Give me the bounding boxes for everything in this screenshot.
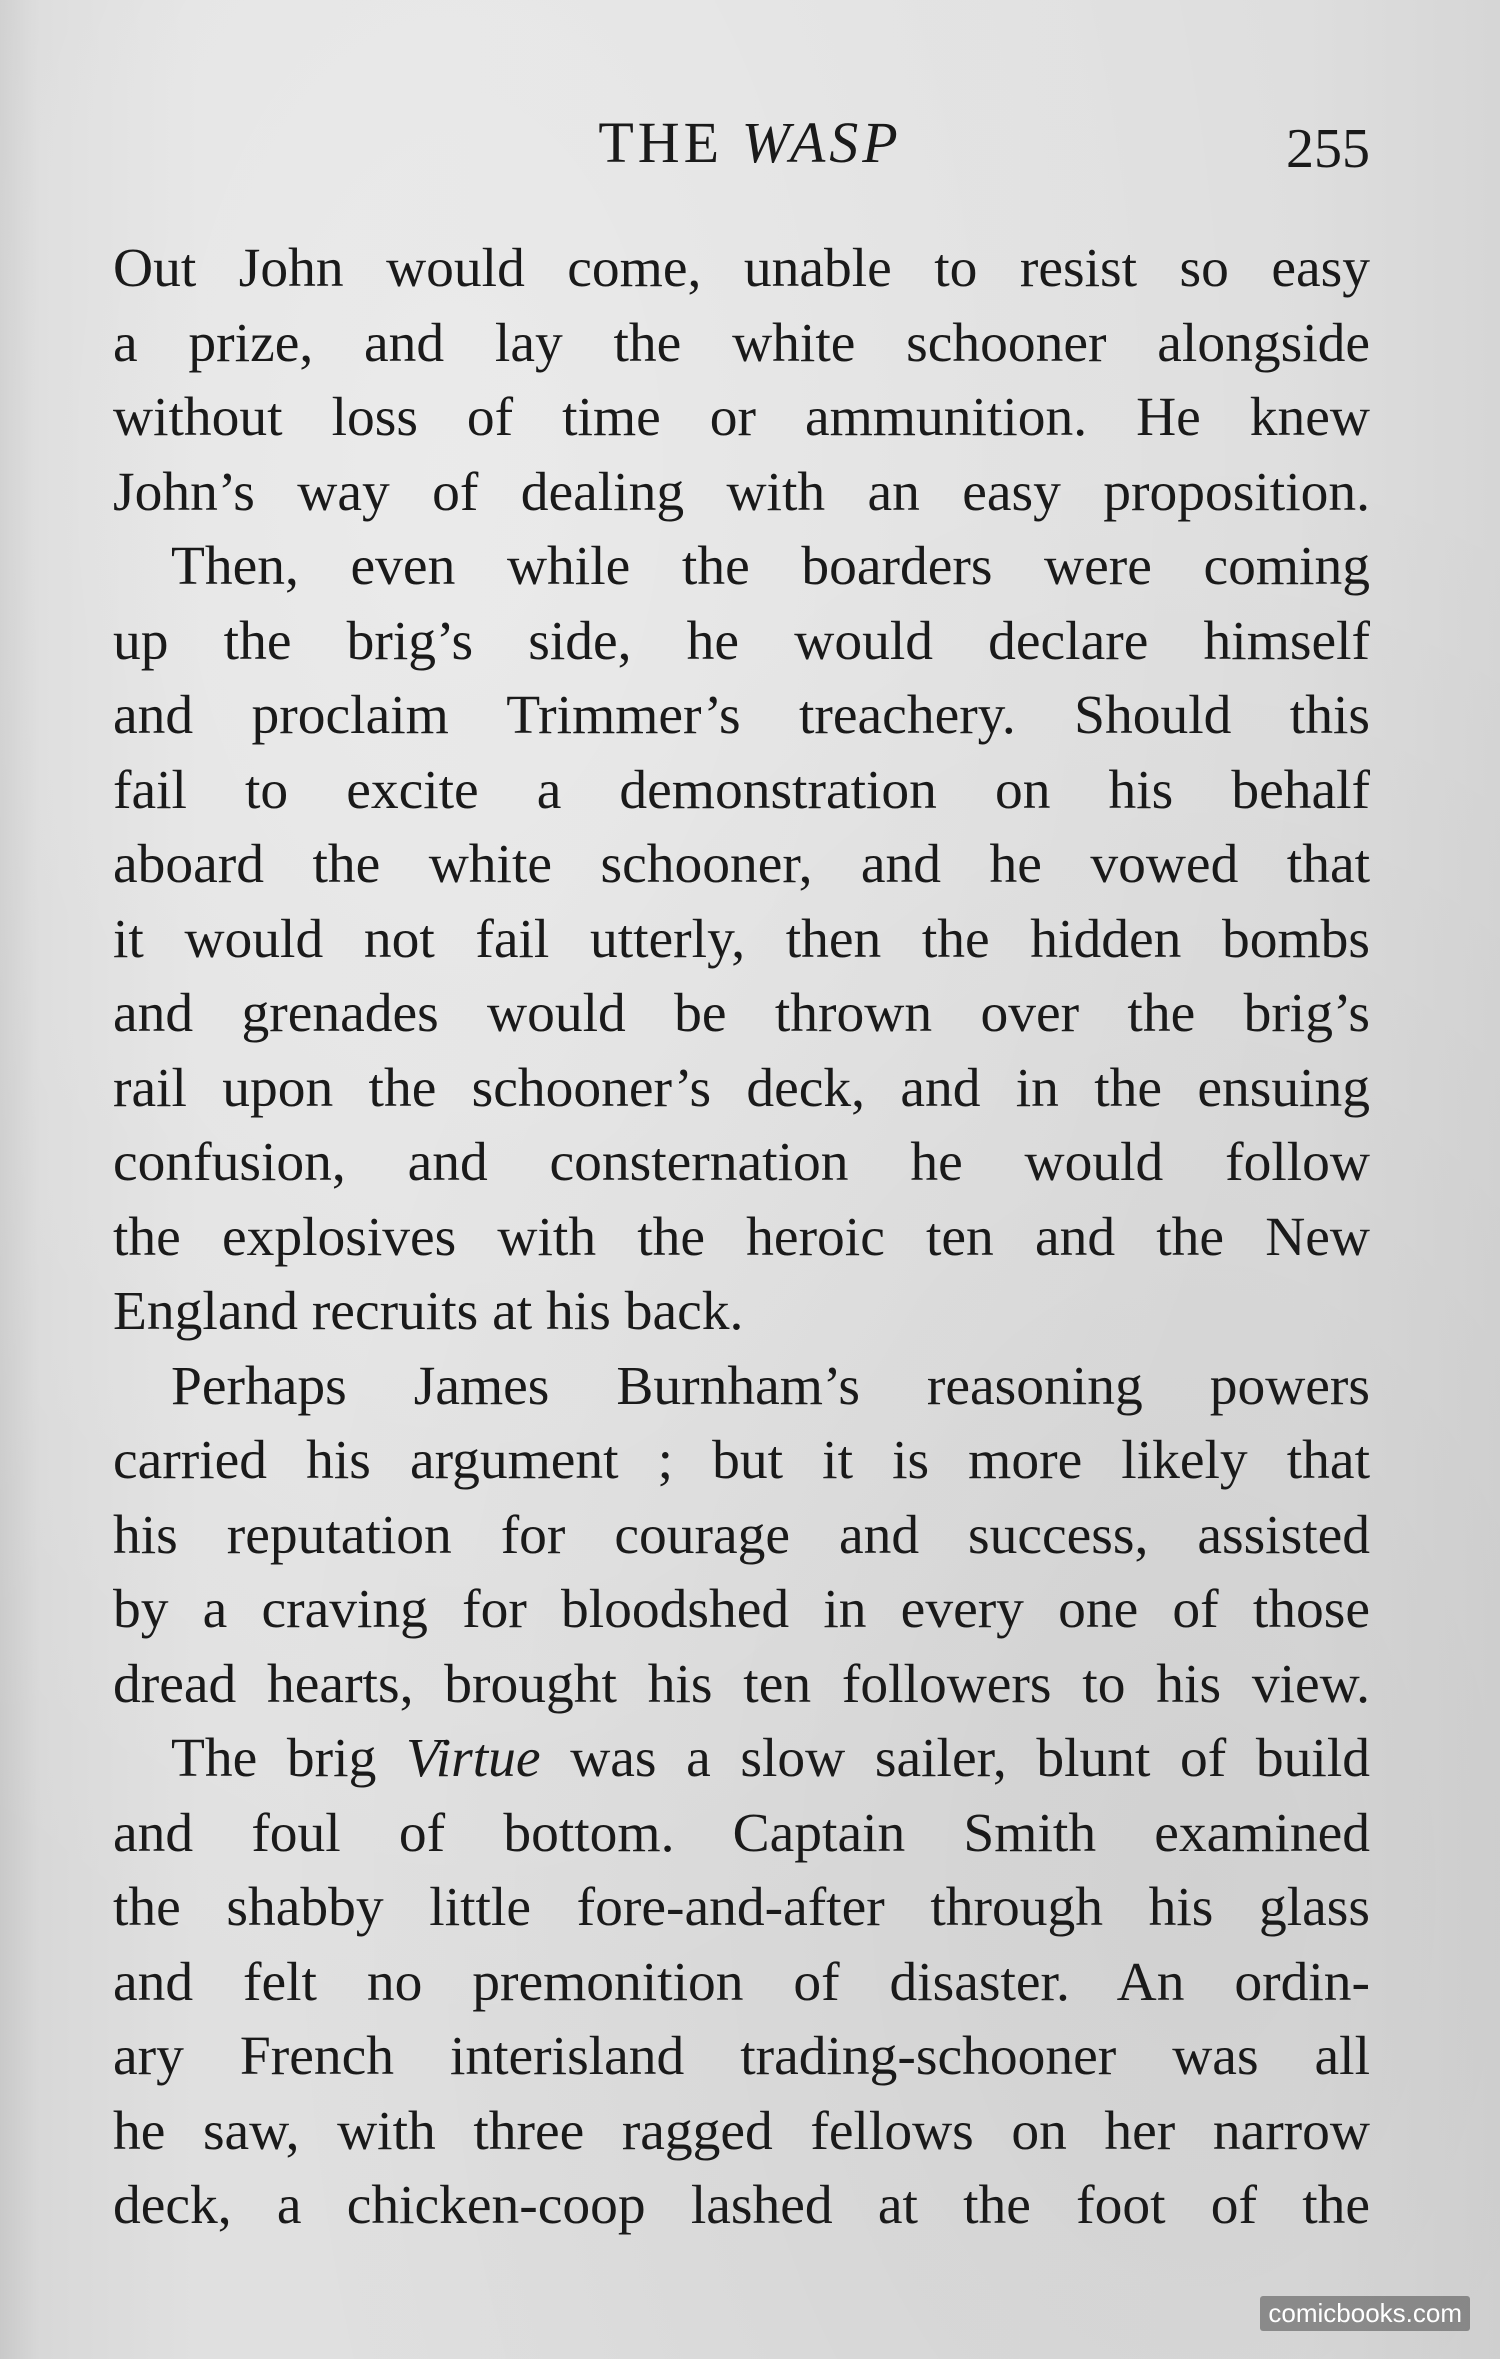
paragraph-4 bbox=[113, 1722, 1370, 2244]
text-fragment: The brig bbox=[171, 1728, 406, 1789]
running-title-prefix: THE bbox=[598, 110, 724, 175]
text-line: and felt no premonition of disaster. An ordin- bbox=[113, 1951, 1370, 2013]
running-title bbox=[0, 108, 1500, 178]
text-line: and foul of bottom. Captain Smith examined bbox=[113, 1802, 1370, 1864]
text-line: without loss of time or ammunition. He knew bbox=[113, 387, 1370, 448]
text-line: ary French interisland trading-schooner was all bbox=[113, 2026, 1370, 2087]
text-line: and proclaim Trimmer’s treachery. Should this bbox=[113, 685, 1370, 746]
text-line: Then, even while the boarders were coming bbox=[171, 536, 1370, 597]
running-header bbox=[0, 108, 1500, 178]
paragraph-1 bbox=[113, 232, 1370, 530]
text-line: carried his argument ; but it is more likely that bbox=[113, 1430, 1370, 1491]
text-line: confusion, and consternation he would follow bbox=[113, 1132, 1370, 1193]
text-line: and grenades would be thrown over the brig’s bbox=[113, 983, 1370, 1044]
text-line: Out John would come, unable to resist so easy bbox=[113, 238, 1370, 299]
watermark: comicbooks.com bbox=[1260, 2296, 1470, 2331]
paragraph-2 bbox=[113, 530, 1370, 1350]
text-line: by a craving for bloodshed in every one of those bbox=[113, 1579, 1370, 1640]
text-line: his reputation for courage and success, assisted bbox=[113, 1504, 1370, 1566]
text-line: the explosives with the heroic ten and the New bbox=[113, 1206, 1370, 1268]
paragraph-3 bbox=[113, 1350, 1370, 1723]
text-line: dread hearts, brought his ten followers to his view. bbox=[113, 1653, 1370, 1715]
text-line: it would not fail utterly, then the hidden bombs bbox=[113, 908, 1370, 970]
text-line: England recruits at his back. bbox=[113, 1281, 744, 1342]
text-line: the shabby little fore-and-after through his glass bbox=[113, 1877, 1370, 1938]
body-text bbox=[113, 232, 1370, 2244]
text-line: up the brig’s side, he would declare himself bbox=[113, 610, 1370, 672]
ship-name: Virtue bbox=[405, 1728, 541, 1789]
text-line: a prize, and lay the white schooner alongside bbox=[113, 312, 1370, 374]
text-line: deck, a chicken-coop lashed at the foot of the bbox=[113, 2175, 1370, 2236]
text-fragment: was a slow sailer, blunt of build bbox=[540, 1728, 1371, 1789]
text-line: Perhaps James Burnham’s reasoning powers bbox=[171, 1355, 1370, 1417]
page-number: 255 bbox=[1286, 118, 1370, 180]
running-title-italic: WASP bbox=[741, 110, 902, 175]
text-line: rail upon the schooner’s deck, and in the ensuing bbox=[113, 1057, 1370, 1119]
text-line: he saw, with three ragged fellows on her narrow bbox=[113, 2100, 1370, 2162]
text-line: John’s way of dealing with an easy proposition. bbox=[113, 461, 1370, 523]
text-line: fail to excite a demonstration on his behalf bbox=[113, 759, 1370, 821]
text-line: aboard the white schooner, and he vowed that bbox=[113, 834, 1370, 895]
text-line-first bbox=[113, 1722, 1370, 1797]
